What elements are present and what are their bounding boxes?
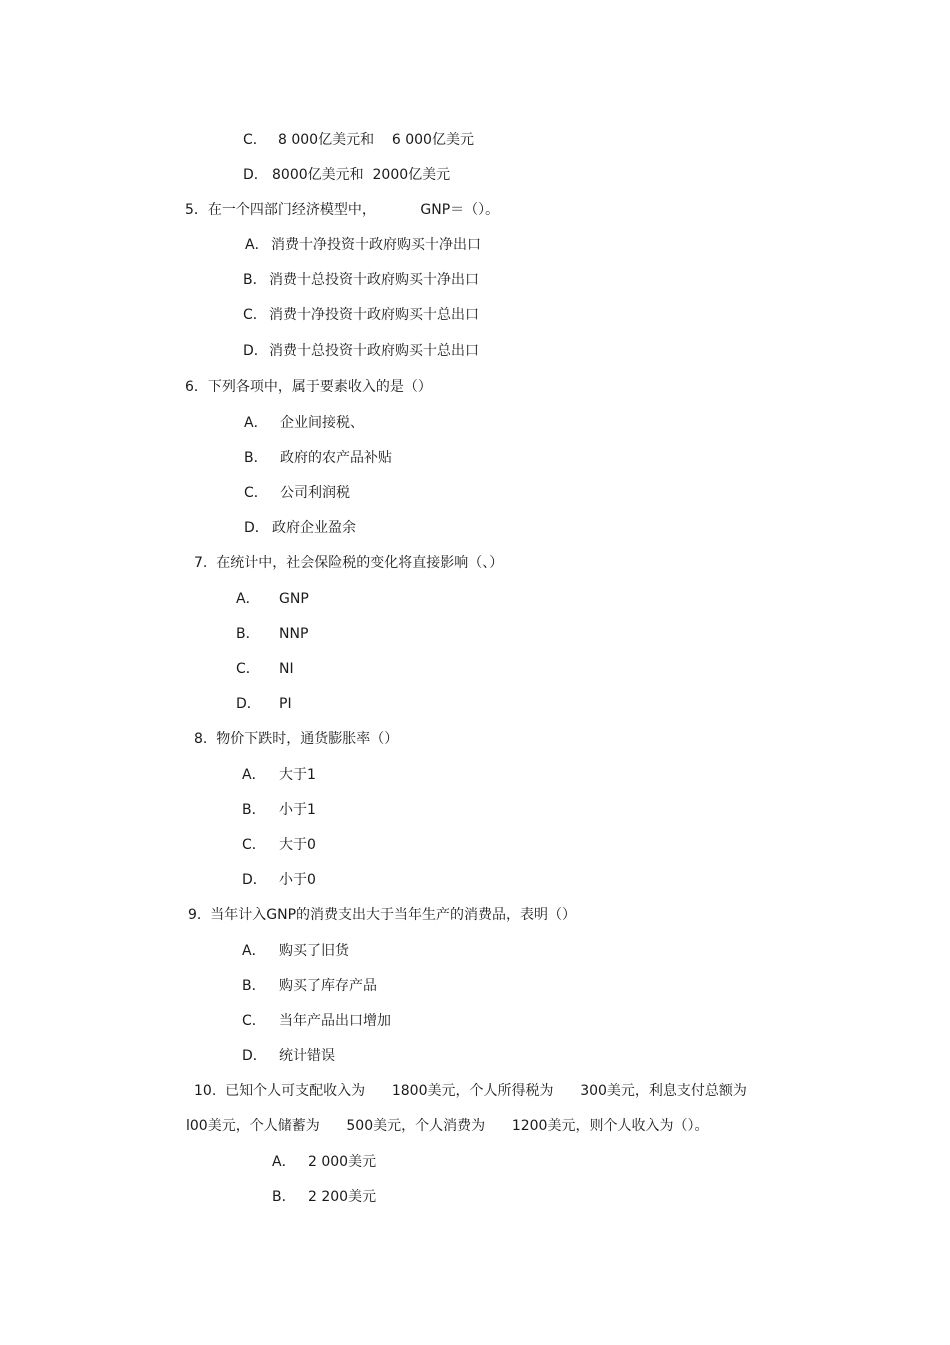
option-text: 公司利润税 — [280, 485, 350, 501]
question-line: 8. 物价下跌时，通货膨胀率（） — [194, 731, 399, 747]
option-line — [242, 1012, 391, 1030]
option-letter: C． — [243, 132, 267, 148]
option-text: 购买了旧货 — [279, 943, 349, 959]
option-letter: A． — [244, 415, 268, 431]
option-line — [242, 942, 349, 960]
option-line — [236, 590, 309, 608]
option-letter: D． — [243, 167, 268, 183]
option-line — [236, 660, 294, 678]
question-line: 7. 在统计中，社会保险税的变化将直接影响（、） — [194, 555, 504, 571]
option-text: 当年产品出口增加 — [279, 1013, 391, 1029]
option-line — [242, 1047, 335, 1065]
option-letter: A． — [242, 943, 266, 959]
option-letter: D． — [243, 343, 268, 359]
option-line — [244, 449, 392, 467]
option-letter: B． — [242, 978, 266, 994]
option-letter: D． — [242, 1048, 267, 1064]
option-line — [243, 131, 474, 149]
option-letter: B． — [272, 1189, 296, 1205]
option-letter: A． — [242, 767, 266, 783]
option-line — [244, 484, 350, 502]
option-text: 8 000亿美元和 6 000亿美元 — [278, 132, 474, 148]
option-text: 消费十总投资十政府购买十净出口 — [269, 272, 479, 288]
option-line — [236, 695, 292, 713]
option-line — [242, 836, 316, 854]
option-line — [236, 625, 308, 643]
option-line — [243, 342, 479, 360]
option-letter: D． — [242, 872, 267, 888]
option-text: 小于0 — [279, 872, 316, 888]
option-text: 2 200美元 — [308, 1189, 377, 1205]
option-text: 政府的农产品补贴 — [280, 450, 392, 466]
option-text: 大于0 — [279, 837, 316, 853]
option-letter: A． — [236, 591, 260, 607]
option-line — [272, 1153, 376, 1171]
option-line — [242, 766, 316, 784]
option-text: GNP — [279, 591, 309, 607]
option-letter: C． — [242, 837, 266, 853]
option-letter: D． — [244, 520, 269, 536]
option-letter: C． — [236, 661, 260, 677]
question-line: 5．在一个四部门经济模型中， GNP＝（）。 — [185, 202, 500, 218]
question-line: 6．下列各项中，属于要素收入的是（） — [185, 379, 432, 395]
option-line — [242, 977, 377, 995]
option-line — [272, 1188, 376, 1206]
option-line — [242, 801, 316, 819]
option-text: 大于1 — [279, 767, 316, 783]
option-line — [242, 871, 316, 889]
option-letter: C． — [242, 1013, 266, 1029]
option-text: 小于1 — [279, 802, 316, 818]
option-letter: B． — [236, 626, 260, 642]
option-text: 购买了库存产品 — [279, 978, 377, 994]
option-text: 统计错误 — [279, 1048, 335, 1064]
option-text: 企业间接税、 — [280, 415, 364, 431]
option-letter: A． — [245, 237, 269, 253]
option-letter: C． — [244, 485, 268, 501]
option-text: 消费十净投资十政府购买十总出口 — [269, 307, 479, 323]
option-line — [244, 414, 364, 432]
option-letter: B． — [243, 272, 267, 288]
question-line: 9. 当年计入GNP的消费支出大于当年生产的消费品，表明（） — [188, 907, 577, 923]
option-text: NI — [279, 661, 294, 677]
question-line: 10. 已知个人可支配收入为 1800美元，个人所得税为 300美元，利息支付总额为 — [194, 1083, 747, 1099]
option-letter: B． — [242, 802, 266, 818]
option-text: 消费十净投资十政府购买十净出口 — [271, 237, 481, 253]
option-text: 8000亿美元和 2000亿美元 — [272, 167, 451, 183]
option-line — [245, 236, 481, 254]
option-letter: B． — [244, 450, 268, 466]
option-letter: A． — [272, 1154, 296, 1170]
option-line — [243, 166, 450, 184]
option-letter: C． — [243, 307, 267, 323]
option-text: 政府企业盈余 — [272, 520, 356, 536]
option-line — [243, 271, 479, 289]
option-letter: D． — [236, 696, 261, 712]
option-line — [243, 306, 479, 324]
option-text: 消费十总投资十政府购买十总出口 — [269, 343, 479, 359]
option-line — [244, 519, 356, 537]
option-text: NNP — [279, 626, 309, 642]
option-text: 2 000美元 — [308, 1154, 377, 1170]
option-text: PI — [279, 696, 292, 712]
question-line: l00美元，个人储蓄为 500美元，个人消费为 1200美元，则个人收入为（）。 — [186, 1118, 709, 1134]
